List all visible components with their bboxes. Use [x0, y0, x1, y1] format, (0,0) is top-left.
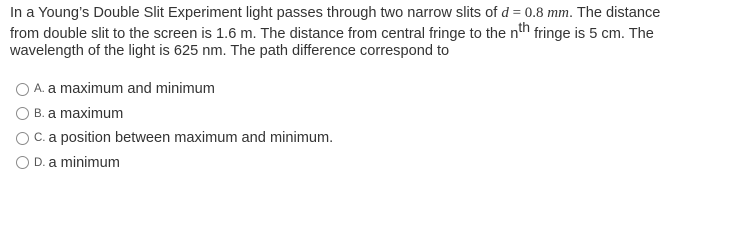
radio-button-a[interactable] [16, 83, 29, 96]
math-equals-value: = 0.8 [508, 5, 548, 21]
question-line-2 [10, 19, 734, 43]
radio-button-d[interactable] [16, 156, 29, 169]
question-part-1: In a Young’s Double Slit Experiment light passes through two narrow slits of [10, 5, 502, 21]
radio-button-b[interactable] [16, 107, 29, 120]
option-label: a maximum and minimum [47, 81, 215, 98]
question-line-1 [10, 3, 734, 23]
question-part-3: from double slit to the screen is 1.6 m. The distance from central fringe to the n [10, 26, 519, 42]
question-text [10, 3, 734, 60]
superscript-th: th [518, 19, 531, 35]
option-label: a position between maximum and minimum. [48, 130, 334, 147]
option-label: a maximum [47, 105, 124, 122]
question-line-3: wavelength of the light is 625 nm. The path difference correspond to [10, 43, 450, 59]
math-variable-d: d [501, 5, 509, 21]
math-unit-mm: mm [547, 5, 569, 21]
option-d[interactable] [16, 151, 333, 176]
answer-options [16, 77, 333, 175]
option-c[interactable] [16, 126, 333, 151]
radio-button-c[interactable] [16, 132, 29, 145]
question-part-4: fringe is 5 cm. The [530, 26, 654, 42]
option-label: a minimum [48, 154, 120, 171]
option-a[interactable] [16, 77, 333, 102]
option-letter: A. [34, 83, 45, 96]
question-part-2: . The distance [568, 5, 661, 21]
option-letter: D. [34, 156, 46, 169]
option-letter: B. [34, 107, 45, 120]
option-letter: C. [34, 132, 46, 145]
option-b[interactable] [16, 102, 333, 127]
